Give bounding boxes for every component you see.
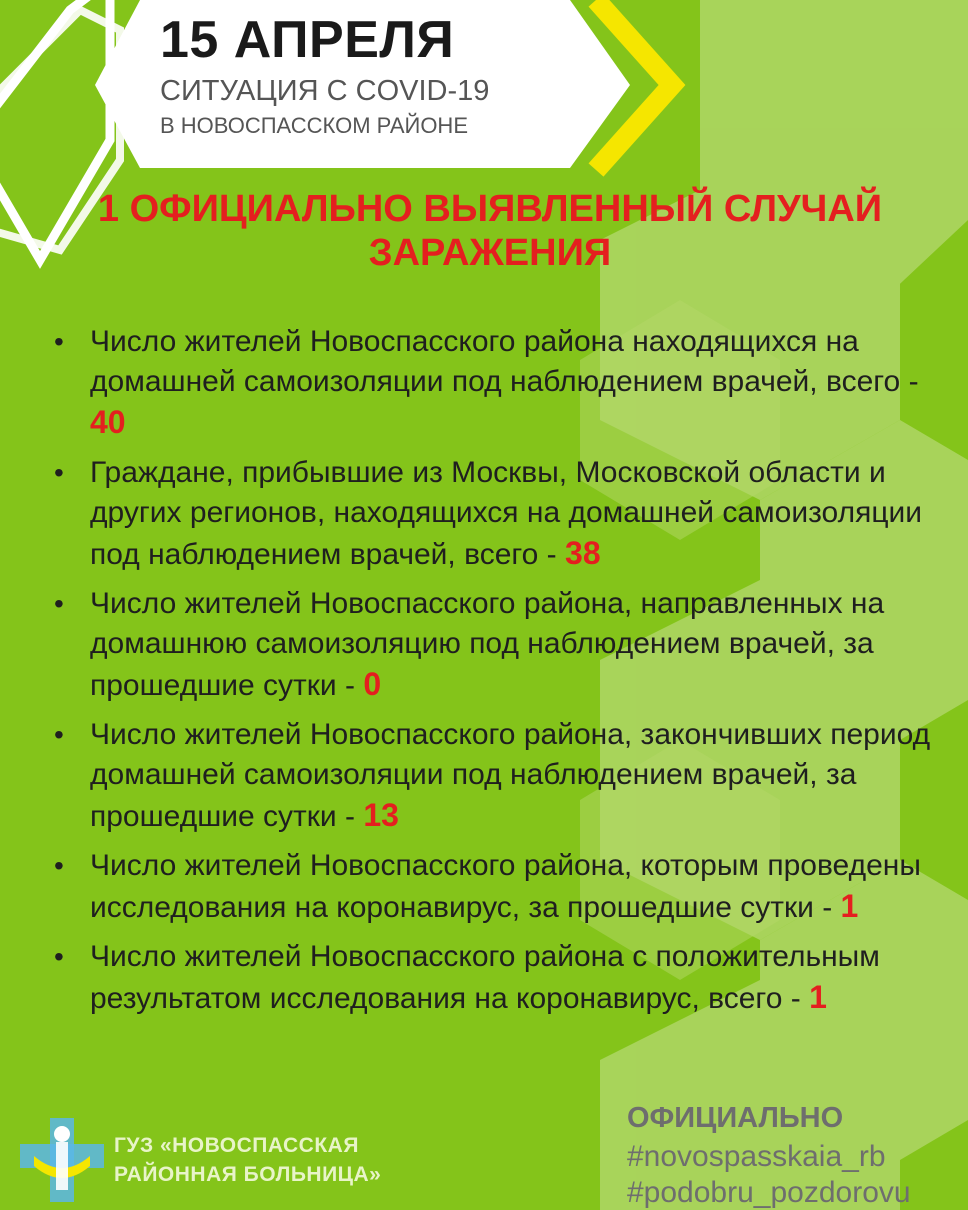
item-text: Число жителей Новоспасского района, направленных на домашнюю самоизоляцию под наблюдением врачей, за прошедшие сутки - [90, 587, 885, 702]
hashtag-novospasskaia[interactable]: #novospasskaia_rb [627, 1140, 886, 1173]
list-item [48, 846, 938, 928]
item-value: 40 [90, 404, 126, 440]
org-line-1: ГУЗ «НОВОСПАССКАЯ [114, 1134, 359, 1157]
headline: 1 ОФИЦИАЛЬНО ВЫЯВЛЕННЫЙ СЛУЧАЙ ЗАРАЖЕНИЯ [97, 188, 883, 275]
list-item [48, 584, 938, 706]
hashtag-podobru[interactable]: #podobru_pozdorovu [627, 1176, 911, 1209]
item-value: 1 [809, 979, 827, 1015]
subtitle: СИТУАЦИЯ С COVID-19 [160, 75, 490, 107]
stats-list [48, 322, 938, 1028]
item-value: 13 [363, 797, 399, 833]
date-title: 15 АПРЕЛЯ [160, 11, 455, 69]
list-item [48, 937, 938, 1019]
list-item [48, 715, 938, 837]
item-value: 38 [565, 535, 601, 571]
org-line-2: РАЙОННАЯ БОЛЬНИЦА» [114, 1163, 382, 1186]
item-text: Число жителей Новоспасского района с положительным результатом исследования на коронавирус, всего - [90, 940, 880, 1015]
hospital-logo-icon [20, 1118, 104, 1202]
item-text: Граждане, прибывшие из Москвы, Московской области и других регионов, находящихся на домашней самоизоляции под наблюдением врачей, всего - [90, 456, 923, 571]
item-value: 0 [363, 666, 382, 702]
item-text: Число жителей Новоспасского района, закончивших период домашней самоизоляции под наблюдением врачей, за прошедшие сутки - [90, 718, 931, 833]
region-label: В НОВОСПАССКОМ РАЙОНЕ [160, 112, 468, 138]
list-item [48, 322, 938, 444]
organization-name [114, 1131, 381, 1189]
item-text: Число жителей Новоспасского района, которым проведены исследования на коронавирус, за прошедшие сутки - [90, 849, 921, 924]
official-label: ОФИЦИАЛЬНО [627, 1102, 844, 1134]
item-text: Число жителей Новоспасского района находящихся на домашней самоизоляции под наблюдением врачей, всего - [90, 325, 919, 398]
list-item [48, 453, 938, 575]
item-value: 1 [840, 888, 859, 924]
header [160, 11, 490, 139]
